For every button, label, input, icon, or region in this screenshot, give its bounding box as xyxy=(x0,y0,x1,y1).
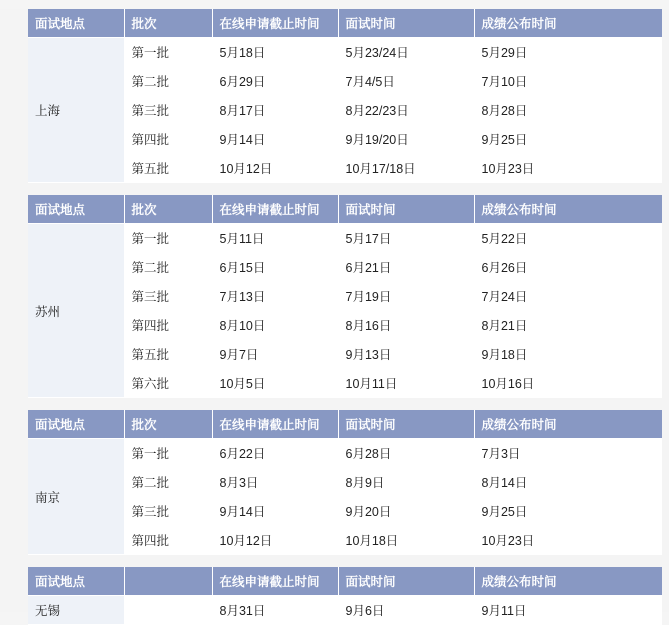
schedule-table-nanjing xyxy=(28,410,662,555)
cell-deadline: 10月12日 xyxy=(212,154,338,183)
cell-batch xyxy=(124,596,212,625)
document-page xyxy=(0,9,669,618)
table-row xyxy=(28,596,662,625)
cell-deadline: 8月31日 xyxy=(212,596,338,625)
table-row xyxy=(28,154,662,183)
cell-city: 南京 xyxy=(28,439,124,555)
column-header-result-date: 成绩公布时间 xyxy=(474,9,662,38)
cell-batch: 第一批 xyxy=(124,439,212,468)
table-row xyxy=(28,282,662,311)
column-header-application-deadline: 在线申请截止时间 xyxy=(212,9,338,38)
column-header-interview-date: 面试时间 xyxy=(338,195,474,224)
column-header-location: 面试地点 xyxy=(28,410,124,439)
column-header-batch: 批次 xyxy=(124,410,212,439)
cell-deadline: 8月3日 xyxy=(212,468,338,497)
column-header-result-date: 成绩公布时间 xyxy=(474,567,662,596)
table-header-row xyxy=(28,567,662,596)
cell-result: 10月23日 xyxy=(474,526,662,555)
cell-interview: 9月6日 xyxy=(338,596,474,625)
cell-deadline: 7月13日 xyxy=(212,282,338,311)
cell-result: 9月25日 xyxy=(474,125,662,154)
cell-result: 7月24日 xyxy=(474,282,662,311)
cell-result: 10月16日 xyxy=(474,369,662,398)
cell-batch: 第三批 xyxy=(124,497,212,526)
cell-result: 8月28日 xyxy=(474,96,662,125)
cell-interview: 6月21日 xyxy=(338,253,474,282)
cell-result: 9月18日 xyxy=(474,340,662,369)
table-row xyxy=(28,224,662,253)
cell-interview: 7月4/5日 xyxy=(338,67,474,96)
cell-batch: 第五批 xyxy=(124,340,212,369)
cell-interview: 8月9日 xyxy=(338,468,474,497)
table-row xyxy=(28,96,662,125)
table-row xyxy=(28,67,662,96)
column-header-interview-date: 面试时间 xyxy=(338,567,474,596)
cell-deadline: 8月17日 xyxy=(212,96,338,125)
table-row xyxy=(28,38,662,67)
cell-deadline: 5月18日 xyxy=(212,38,338,67)
cell-result: 7月3日 xyxy=(474,439,662,468)
cell-batch: 第四批 xyxy=(124,311,212,340)
table-row xyxy=(28,311,662,340)
cell-interview: 6月28日 xyxy=(338,439,474,468)
cell-deadline: 9月14日 xyxy=(212,125,338,154)
cell-batch: 第二批 xyxy=(124,253,212,282)
cell-deadline: 6月29日 xyxy=(212,67,338,96)
cell-deadline: 9月14日 xyxy=(212,497,338,526)
cell-batch: 第三批 xyxy=(124,282,212,311)
cell-interview: 9月19/20日 xyxy=(338,125,474,154)
table-row xyxy=(28,468,662,497)
cell-interview: 5月17日 xyxy=(338,224,474,253)
cell-batch: 第三批 xyxy=(124,96,212,125)
column-header-batch-empty xyxy=(124,567,212,596)
cell-interview: 7月19日 xyxy=(338,282,474,311)
cell-deadline: 6月22日 xyxy=(212,439,338,468)
cell-interview: 8月16日 xyxy=(338,311,474,340)
table-row xyxy=(28,340,662,369)
table-row xyxy=(28,526,662,555)
cell-result: 9月11日 xyxy=(474,596,662,625)
cell-deadline: 6月15日 xyxy=(212,253,338,282)
cell-result: 10月23日 xyxy=(474,154,662,183)
table-row xyxy=(28,125,662,154)
schedule-table-wuxi xyxy=(28,567,662,625)
cell-batch: 第二批 xyxy=(124,67,212,96)
cell-result: 8月14日 xyxy=(474,468,662,497)
column-header-application-deadline: 在线申请截止时间 xyxy=(212,195,338,224)
table-row xyxy=(28,497,662,526)
cell-result: 8月21日 xyxy=(474,311,662,340)
cell-result: 6月26日 xyxy=(474,253,662,282)
cell-batch: 第二批 xyxy=(124,468,212,497)
cell-city: 无锡 xyxy=(28,596,124,625)
cell-batch: 第四批 xyxy=(124,125,212,154)
cell-interview: 9月13日 xyxy=(338,340,474,369)
column-header-application-deadline: 在线申请截止时间 xyxy=(212,567,338,596)
column-header-application-deadline: 在线申请截止时间 xyxy=(212,410,338,439)
cell-result: 5月29日 xyxy=(474,38,662,67)
table-row xyxy=(28,369,662,398)
schedule-table-shanghai xyxy=(28,9,662,183)
column-header-location: 面试地点 xyxy=(28,195,124,224)
column-header-interview-date: 面试时间 xyxy=(338,9,474,38)
column-header-result-date: 成绩公布时间 xyxy=(474,410,662,439)
cell-interview: 9月20日 xyxy=(338,497,474,526)
column-header-batch: 批次 xyxy=(124,9,212,38)
cell-batch: 第五批 xyxy=(124,154,212,183)
table-row xyxy=(28,253,662,282)
cell-result: 9月25日 xyxy=(474,497,662,526)
table-header-row xyxy=(28,410,662,439)
cell-deadline: 8月10日 xyxy=(212,311,338,340)
cell-batch: 第一批 xyxy=(124,38,212,67)
column-header-interview-date: 面试时间 xyxy=(338,410,474,439)
cell-deadline: 9月7日 xyxy=(212,340,338,369)
cell-interview: 10月11日 xyxy=(338,369,474,398)
cell-batch: 第六批 xyxy=(124,369,212,398)
cell-city: 上海 xyxy=(28,38,124,183)
column-header-result-date: 成绩公布时间 xyxy=(474,195,662,224)
cell-interview: 10月17/18日 xyxy=(338,154,474,183)
column-header-location: 面试地点 xyxy=(28,9,124,38)
cell-interview: 8月22/23日 xyxy=(338,96,474,125)
column-header-batch: 批次 xyxy=(124,195,212,224)
cell-deadline: 10月12日 xyxy=(212,526,338,555)
schedule-table-suzhou xyxy=(28,195,662,398)
cell-deadline: 5月11日 xyxy=(212,224,338,253)
cell-interview: 10月18日 xyxy=(338,526,474,555)
table-header-row xyxy=(28,9,662,38)
cell-batch: 第一批 xyxy=(124,224,212,253)
column-header-location: 面试地点 xyxy=(28,567,124,596)
table-row xyxy=(28,439,662,468)
cell-city: 苏州 xyxy=(28,224,124,398)
cell-batch: 第四批 xyxy=(124,526,212,555)
cell-interview: 5月23/24日 xyxy=(338,38,474,67)
table-header-row xyxy=(28,195,662,224)
cell-result: 5月22日 xyxy=(474,224,662,253)
cell-result: 7月10日 xyxy=(474,67,662,96)
cell-deadline: 10月5日 xyxy=(212,369,338,398)
